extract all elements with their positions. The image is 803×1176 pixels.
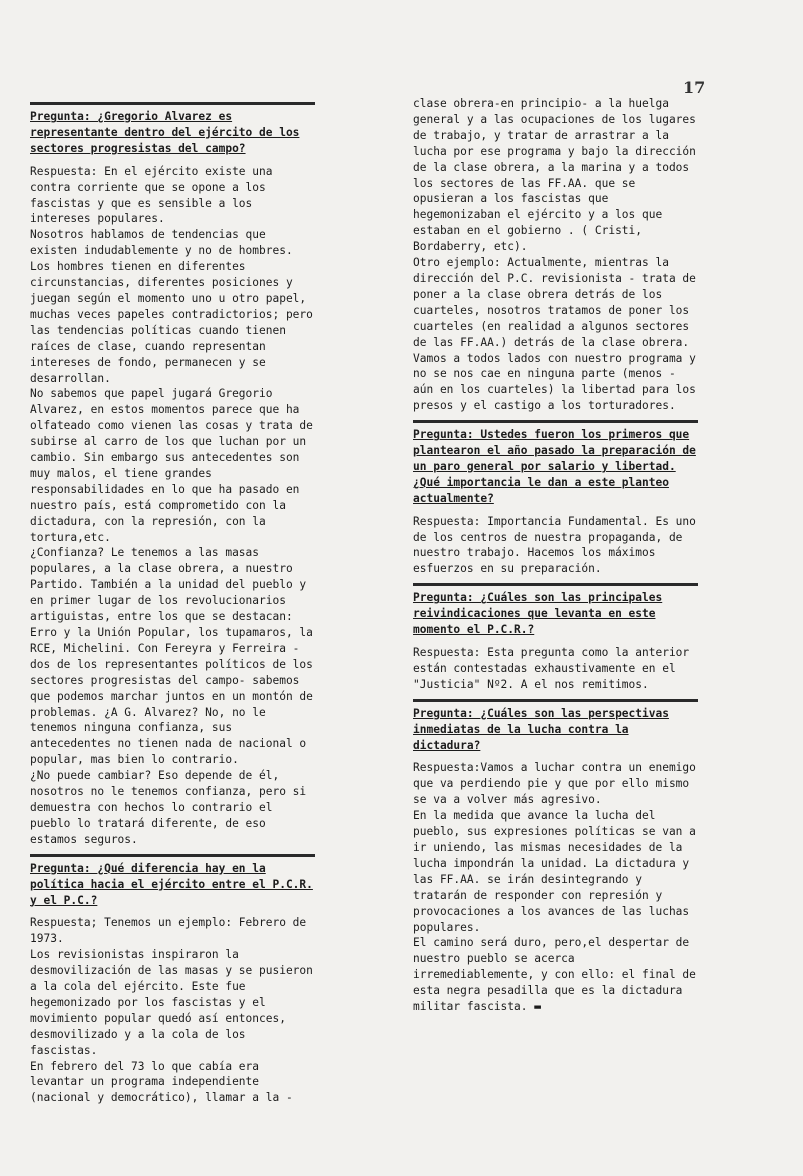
answer-5 — [413, 760, 698, 1015]
section-rule — [413, 583, 698, 586]
answer-paragraph: Respuesta: En el ejército existe una contra corriente que se opone a los fascistas y que es sensible a los intereses populares. — [30, 164, 273, 226]
answer-paragraph: En febrero del 73 lo que cabía era levantar un programa independiente (nacional y democrático), llamar a la - — [30, 1059, 293, 1105]
answer-paragraph: Nosotros hablamos de tendencias que existen indudablemente y no de hombres. Los hombres tienen en diferentes circunstancias, diferentes posiciones y juegan según el momento uno u otro papel, muchas veces papeles contradictorios; pero las tendencias políticas cuando tienen raíces de clase, cuando representan intereses de fondo, permanecen y se desarrollan. — [30, 228, 313, 385]
answer-2-continued — [413, 96, 698, 414]
answer-2 — [30, 915, 315, 1106]
question-1: Pregunta: ¿Gregorio Alvarez es representante dentro del ejército de los sectores progresistas del campo? — [30, 110, 300, 155]
answer-paragraph: ¿Confianza? Le tenemos a las masas populares, a la clase obrera, a nuestro Partido. También a la unidad del pueblo y en primer lugar de los revolucionarios artiguistas, entre los que se destacan: Erro y la Unión Popular, los tupamaros, la RCE, Michelini. Con Fereyra y Ferreira -dos de los representantes políticos de los sectores progresistas del campo- sabemos que podemos marchar juntos en un montón de problemas. ¿A G. Alvarez? No, no le tenemos ninguna confianza, sus antecedentes no tienen nada de nacional o popular, mas bien lo contrario. — [30, 546, 313, 767]
right-column — [413, 96, 698, 1019]
question-2: Pregunta: ¿Qué diferencia hay en la política hacia el ejército entre el P.C.R. y el P.C.? — [30, 861, 313, 907]
answer-3: Respuesta: Importancia Fundamental. Es uno de los centros de nuestra propaganda, de nuestro trabajo. Hacemos los máximos esfuerzos en su preparación. — [413, 514, 696, 576]
answer-paragraph: Respuesta:Vamos a luchar contra un enemigo que va perdiendo pie y que por ello mismo se va a volver más agresivo. — [413, 761, 696, 807]
answer-paragraph: Otro ejemplo: Actualmente, mientras la dirección del P.C. revisionista - trata de poner a la clase obrera detrás de los cuarteles, nosotros tratamos de poner los cuarteles (en realidad a algunos sectores de las FF.AA.) detrás de la clase obrera. Vamos a todos lados con nuestro programa y no se nos cae en ninguna parte (menos - aún en los cuarteles) la libertad para los presos y el castigo a los torturadores. — [413, 256, 696, 413]
question-5: Pregunta: ¿Cuáles son las perspectivas inmediatas de la lucha contra la dictadura? — [413, 706, 669, 752]
section-rule — [30, 854, 315, 857]
answer-paragraph: clase obrera-en principio- a la huelga general y a las ocupaciones de los lugares de trabajo, y tratar de arrastrar a la lucha por ese programa y bajo la dirección de la clase obrera, a la marina y a todos los sectores de las FF.AA. que se opusieran a los fascistas que hegemonizaban el ejército y a los que estaban en el gobierno . ( Cristi, Bordaberry, etc). — [413, 97, 696, 254]
answer-4: Respuesta: Esta pregunta como la anterior están contestadas exhaustivamente en el "Justicia" Nº2. A el nos remitimos. — [413, 646, 690, 691]
page-number: 17 — [683, 78, 706, 97]
answer-paragraph: No sabemos que papel jugará Gregorio Alvarez, en estos momentos parece que ha olfateado como vienen las cosas y trata de subirse al carro de los que luchan por un cambio. Sin embargo sus antecedentes son muy malos, el tiene grandes responsabilidades en lo que ha pasado en nuestro país, está comprometido con la dictadura, con la represión, con la tortura,etc. — [30, 387, 313, 544]
left-column — [30, 96, 315, 1110]
section-rule — [30, 102, 315, 105]
answer-1 — [30, 164, 315, 848]
section-rule — [413, 420, 698, 423]
answer-paragraph: Respuesta; Tenemos un ejemplo: Febrero de 1973. — [30, 916, 307, 946]
answer-paragraph — [413, 935, 698, 1015]
answer-paragraph: Los revisionistas inspiraron la desmovilización de las masas y se pusieron a la cola del ejército. Este fue hegemonizado por los fascistas y el movimiento popular quedó así entonces, desmovilizado y a la cola de los fascistas. — [30, 948, 313, 1057]
end-mark: ▬ — [534, 1000, 542, 1014]
section-rule — [413, 699, 698, 702]
question-4: Pregunta: ¿Cuáles son las principales reivindicaciones que levanta en este momento el P.C.R.? — [413, 591, 663, 637]
answer-text: El camino será duro, pero,el despertar de nuestro pueblo se acerca irremediablemente, y con ello: el final de esta negra pesadilla que es la dictadura militar fascista. — [413, 936, 696, 1014]
answer-paragraph: ¿No puede cambiar? Eso depende de él, nosotros no le tenemos confianza, pero si demuestra con hechos lo contrario el pueblo lo tratará diferente, de eso estamos seguros. — [30, 769, 307, 846]
answer-paragraph: En la medida que avance la lucha del pueblo, sus expresiones políticas se van a ir uniendo, las mismas necesidades de la lucha impondrán la unidad. La dictadura y las FF.AA. se irán desintegrando y tratarán de responder con represión y provocaciones a los avances de las luchas populares. — [413, 809, 696, 934]
question-3: Pregunta: Ustedes fueron los primeros que plantearon el año pasado la preparación de un paro general por salario y libertad. ¿Qué importancia le dan a este planteo actualmente? — [413, 428, 696, 505]
